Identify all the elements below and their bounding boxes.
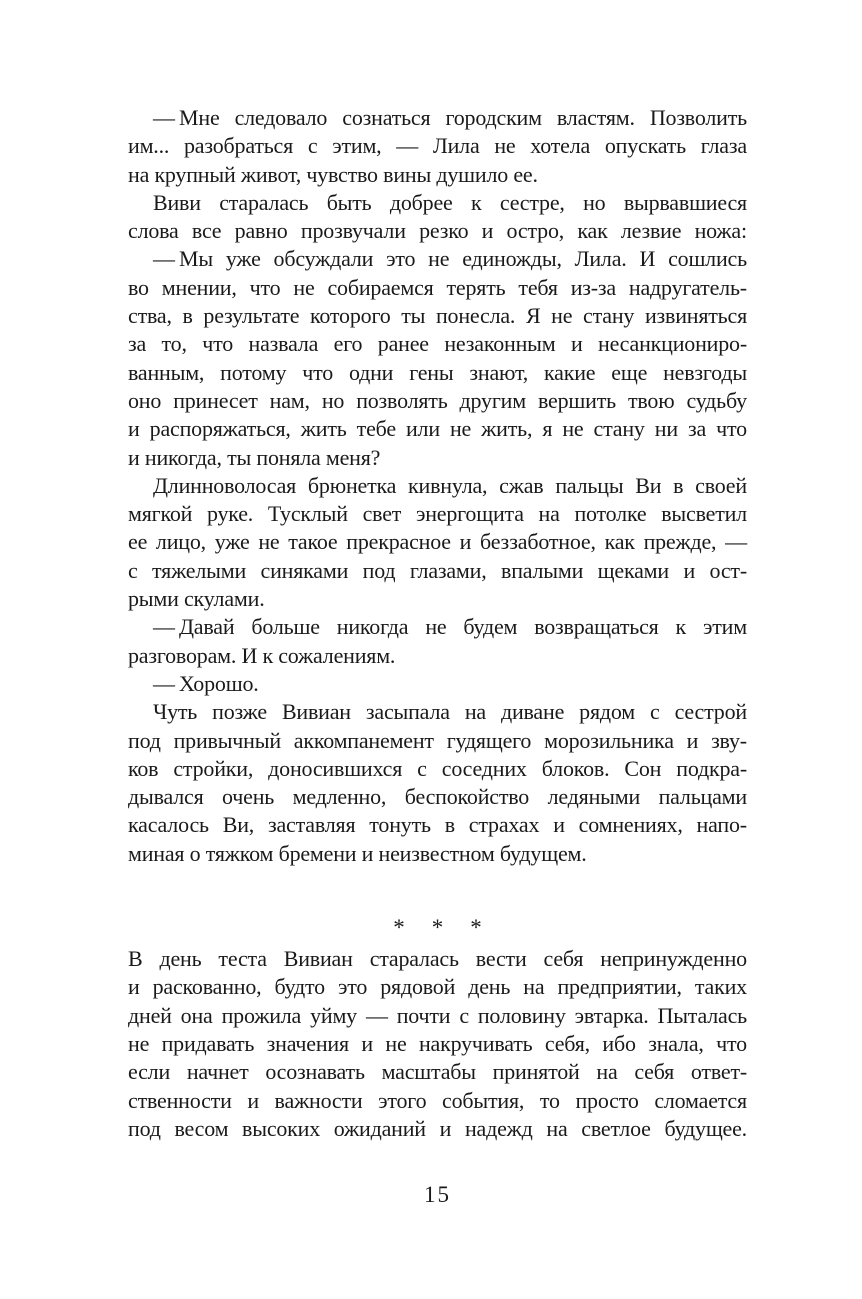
- text-line: [128, 727, 747, 755]
- word: какие: [543, 359, 596, 385]
- word: на: [596, 1059, 618, 1085]
- text-line: [128, 104, 747, 132]
- text-line: [128, 557, 747, 585]
- word: ответ-: [690, 1059, 747, 1085]
- word: блоков.: [541, 755, 610, 781]
- word: и: [570, 331, 583, 357]
- word: старалась: [219, 189, 309, 215]
- word: почти: [396, 1002, 451, 1028]
- word: это: [338, 974, 368, 1000]
- word: и: [128, 416, 140, 442]
- word: Лила.: [574, 246, 627, 272]
- word: и: [439, 1115, 452, 1141]
- word: прозвучали: [300, 218, 406, 244]
- word: резко: [419, 218, 469, 244]
- text-line: разговорам. И к сожалениям.: [128, 642, 396, 668]
- text-line: [128, 189, 747, 217]
- word: этим,: [332, 133, 382, 159]
- word: не: [128, 1030, 150, 1056]
- word: Пыталась: [657, 1002, 747, 1028]
- text-line: [128, 945, 747, 973]
- word: сжав: [499, 472, 544, 498]
- word: но: [321, 387, 345, 413]
- page-number: 15: [424, 1182, 451, 1208]
- word: беспокойство: [404, 784, 530, 810]
- word: все: [191, 218, 222, 244]
- word: результате: [203, 303, 300, 329]
- word: позже: [212, 699, 267, 725]
- word: и: [128, 974, 140, 1000]
- word: не: [258, 529, 280, 555]
- word: раскованно,: [152, 974, 262, 1000]
- text-line: [128, 973, 747, 1001]
- word: она: [180, 1002, 213, 1028]
- word: светлое: [581, 1115, 651, 1141]
- word: важности: [274, 1087, 363, 1113]
- word: стану: [593, 416, 645, 442]
- text-line: [128, 1030, 747, 1058]
- word: дывался: [128, 784, 204, 810]
- word: Вивиан: [283, 946, 353, 972]
- word: сестре,: [499, 189, 565, 215]
- word: сломается: [654, 1087, 747, 1113]
- word: гены: [409, 359, 454, 385]
- text-block: [128, 104, 747, 1207]
- paragraph: [128, 245, 747, 471]
- word: на: [546, 1115, 568, 1141]
- word: принятой: [492, 1059, 580, 1085]
- word: под: [362, 557, 396, 583]
- word: ванным,: [128, 359, 205, 385]
- word: свет: [362, 501, 402, 527]
- asterisk: *: [470, 915, 482, 941]
- text-line: [128, 415, 747, 443]
- word: пальцами: [658, 784, 747, 810]
- word: —: [396, 133, 419, 159]
- word: собираемся: [327, 274, 434, 300]
- word: этим: [702, 614, 747, 640]
- paragraph: [128, 670, 747, 698]
- word: ты: [401, 303, 426, 329]
- text-line: [128, 245, 747, 273]
- word: следовало: [234, 105, 328, 130]
- word: равно: [234, 218, 288, 244]
- paragraph: [128, 189, 747, 246]
- word: что: [716, 1030, 747, 1056]
- text-line: [128, 783, 747, 811]
- word: тонуть: [369, 812, 431, 838]
- word: опускать: [604, 133, 686, 159]
- word: впалыми: [501, 557, 584, 583]
- word: если: [128, 1059, 171, 1085]
- word: этого: [378, 1087, 427, 1113]
- word: глазами,: [409, 557, 487, 583]
- word: и: [459, 529, 472, 555]
- word: энергощита: [415, 501, 524, 527]
- word: страхах: [468, 812, 540, 838]
- word: с: [459, 1002, 469, 1028]
- word: Я: [525, 303, 541, 329]
- word: не: [449, 416, 472, 442]
- word: непринужденно: [600, 946, 747, 972]
- paragraph: [128, 472, 747, 613]
- word: стройки,: [173, 755, 254, 781]
- word: руке.: [206, 501, 254, 527]
- word: вести: [475, 946, 527, 972]
- word: жить: [300, 416, 347, 442]
- word: ни: [654, 416, 678, 442]
- word: прекрасное: [346, 529, 451, 555]
- word: будем: [463, 614, 518, 640]
- text-line: [128, 613, 747, 641]
- word: морозильника: [544, 727, 674, 753]
- word: под: [128, 1115, 161, 1141]
- text-line: [128, 1087, 747, 1115]
- word: подкра-: [676, 755, 747, 781]
- word: день: [468, 974, 511, 1000]
- word: уйму: [310, 1002, 357, 1028]
- word: стану: [583, 303, 635, 329]
- word: прожила: [221, 1002, 302, 1028]
- word: которого: [310, 303, 391, 329]
- word: не: [551, 303, 573, 329]
- word: уже: [214, 529, 250, 555]
- word: И: [639, 246, 656, 272]
- word: глаза: [700, 133, 747, 159]
- word: надежд: [464, 1115, 533, 1141]
- word: половину: [477, 1002, 566, 1028]
- text-line: [128, 132, 747, 160]
- word: предприятии,: [557, 974, 682, 1000]
- word: весом: [174, 1115, 229, 1141]
- word: в: [182, 303, 193, 329]
- word: на: [523, 974, 545, 1000]
- word: придавать: [161, 1030, 255, 1056]
- word: знают,: [469, 359, 529, 385]
- word: доносившихся: [268, 755, 403, 781]
- asterisk: *: [431, 915, 444, 941]
- word: на: [464, 699, 486, 725]
- word: то,: [161, 331, 187, 357]
- word: как: [577, 218, 608, 244]
- word: нам,: [269, 387, 310, 413]
- word: с: [307, 133, 318, 159]
- word: лицо,: [155, 529, 206, 555]
- word: вырвавшиеся: [623, 189, 747, 215]
- word: события,: [442, 1087, 525, 1113]
- word: аккомпанемент: [293, 727, 434, 753]
- word: заставляя: [267, 812, 356, 838]
- word: касалось: [128, 812, 209, 838]
- word: день: [159, 946, 202, 972]
- word: осознавать: [265, 1059, 365, 1085]
- word: значения: [266, 1030, 349, 1056]
- word: Виви: [153, 189, 201, 215]
- word: теста: [218, 946, 267, 972]
- word: но: [583, 189, 606, 215]
- word: властям.: [556, 105, 635, 130]
- word: что: [202, 331, 234, 357]
- word: дней: [128, 1002, 172, 1028]
- text-line: [128, 698, 747, 726]
- text-line: [128, 302, 747, 330]
- word: еще: [611, 359, 648, 385]
- word: Вивиан: [281, 699, 351, 725]
- word: или: [405, 416, 440, 442]
- word: судьбу: [686, 387, 747, 413]
- word: надругатель-: [628, 274, 747, 300]
- word: во: [128, 274, 149, 300]
- word: масштабы: [381, 1059, 476, 1085]
- word: Ви,: [222, 812, 255, 838]
- word: из-за: [570, 274, 616, 300]
- word: одни: [348, 359, 394, 385]
- section-break: [128, 868, 747, 945]
- word: тебя: [518, 274, 558, 300]
- word: будущее.: [664, 1115, 747, 1141]
- text-line: [128, 330, 747, 358]
- word: к: [675, 614, 687, 640]
- text-line: миная о тяжком бремени и неизвестном будущем.: [128, 840, 587, 866]
- word: и: [553, 812, 565, 838]
- word: невзгоды: [663, 359, 747, 385]
- word: Тусклый: [267, 501, 348, 527]
- word: распоряжаться,: [149, 416, 291, 442]
- word: мягкой: [128, 501, 193, 527]
- word: больше: [251, 614, 320, 640]
- asterisk: *: [393, 915, 405, 941]
- word: не: [293, 274, 315, 300]
- word: городским: [445, 105, 542, 130]
- word: накручивать: [418, 1030, 533, 1056]
- word: я: [542, 416, 553, 442]
- word: разобраться: [184, 133, 294, 159]
- word: твою: [627, 387, 675, 413]
- word: прежде,: [643, 529, 717, 555]
- word: за: [128, 331, 147, 357]
- word: им...: [128, 133, 170, 159]
- word: ранее: [377, 331, 429, 357]
- word: тебе: [356, 416, 396, 442]
- word: привычный: [173, 727, 281, 753]
- word: пальцы: [555, 472, 624, 498]
- word: очень: [222, 784, 275, 810]
- word: старалась: [369, 946, 459, 972]
- word: будто: [274, 974, 325, 1000]
- word: сомнениях,: [578, 812, 683, 838]
- word: гудящего: [446, 727, 532, 753]
- text-line: рыми скулами.: [128, 586, 265, 612]
- word: извиняться: [644, 303, 747, 329]
- word: засыпала: [365, 699, 450, 725]
- word: что: [716, 416, 747, 442]
- word: Лила: [432, 133, 480, 159]
- word: под: [128, 727, 161, 753]
- word: ственности: [128, 1087, 232, 1113]
- word: его: [333, 331, 363, 357]
- text-line: [128, 1115, 747, 1143]
- word: хотела: [530, 133, 591, 159]
- word: ножа:: [694, 218, 747, 244]
- word: себя,: [544, 1030, 590, 1056]
- word: Ви: [635, 472, 662, 498]
- paragraph: [128, 104, 747, 189]
- word: мнении,: [161, 274, 237, 300]
- word: понесла.: [435, 303, 516, 329]
- text-line: [128, 528, 747, 556]
- word: высветил: [661, 501, 747, 527]
- text-line: [128, 472, 747, 500]
- word: зву-: [711, 727, 747, 753]
- word: потому: [220, 359, 287, 385]
- word: единожды,: [462, 246, 562, 272]
- word: и: [683, 557, 696, 583]
- text-line: [128, 274, 747, 302]
- word: как: [604, 529, 635, 555]
- word: сестрой: [674, 699, 747, 725]
- word: сошлись: [668, 246, 747, 272]
- word: — Давай: [153, 614, 235, 640]
- word: —: [725, 529, 747, 555]
- word: ства,: [128, 303, 172, 329]
- word: — Мы: [153, 246, 213, 272]
- word: в: [444, 812, 455, 838]
- word: Длинноволосая: [153, 472, 297, 498]
- word: назвала: [248, 331, 319, 357]
- word: таких: [694, 974, 747, 1000]
- word: синяками: [260, 557, 349, 583]
- word: рядовой: [380, 974, 456, 1000]
- word: тяжелыми: [152, 557, 247, 583]
- text-line: [128, 1002, 747, 1030]
- word: то: [539, 1087, 560, 1113]
- word: в: [673, 472, 684, 498]
- word: не: [385, 1030, 407, 1056]
- word: медленно,: [292, 784, 387, 810]
- word: быть: [326, 189, 372, 215]
- word: обсуждали: [273, 246, 374, 272]
- word: ледяными: [547, 784, 641, 810]
- word: с: [650, 699, 660, 725]
- word: ост-: [709, 557, 747, 583]
- word: ее: [128, 529, 148, 555]
- word: кивнула,: [408, 472, 488, 498]
- word: незаконным: [444, 331, 556, 357]
- word: высоких: [242, 1115, 321, 1141]
- word: сознаться: [342, 105, 431, 130]
- word: возвращаться: [534, 614, 659, 640]
- word: и: [686, 727, 699, 753]
- word: —: [365, 1002, 388, 1028]
- paragraph: [128, 613, 747, 670]
- word: не: [428, 246, 450, 272]
- word: брюнетка: [307, 472, 397, 498]
- text-line: [128, 217, 747, 245]
- word: рядом: [579, 699, 635, 725]
- word: что: [302, 359, 334, 385]
- word: несанкциониро-: [598, 331, 747, 357]
- word: начнет: [186, 1059, 249, 1085]
- word: что: [249, 274, 281, 300]
- word: Сон: [624, 755, 662, 781]
- paragraph: [128, 945, 747, 1143]
- word: себя: [634, 1059, 675, 1085]
- word: знала,: [648, 1030, 704, 1056]
- word: В: [128, 946, 143, 972]
- word: жить,: [481, 416, 533, 442]
- text-line: [128, 755, 747, 783]
- text-line: [128, 359, 747, 387]
- word: себя: [543, 946, 584, 972]
- word: с: [417, 755, 427, 781]
- word: никогда: [336, 614, 409, 640]
- word: это: [386, 246, 416, 272]
- word: диване: [500, 699, 565, 725]
- word: добрее: [389, 189, 453, 215]
- text-line: на крупный живот, чувство вины душило ее.: [128, 161, 538, 187]
- word: ков: [128, 755, 159, 781]
- word: своей: [695, 472, 747, 498]
- word: лезвие: [620, 218, 682, 244]
- word: остро,: [506, 218, 565, 244]
- word: и: [481, 218, 494, 244]
- word: терять: [446, 274, 506, 300]
- word: к: [470, 189, 482, 215]
- word: вершить: [537, 387, 616, 413]
- word: за: [688, 416, 707, 442]
- word: соседних: [441, 755, 527, 781]
- word: принесет: [173, 387, 258, 413]
- word: такое: [288, 529, 338, 555]
- text-line: и никогда, ты поняла меня?: [128, 444, 381, 470]
- text-line: [128, 811, 747, 839]
- word: с: [128, 557, 138, 583]
- word: щеками: [597, 557, 669, 583]
- text-line: [128, 387, 747, 415]
- word: позволять: [356, 387, 448, 413]
- word: просто: [575, 1087, 639, 1113]
- text-line: [128, 500, 747, 528]
- word: Позволить: [649, 105, 747, 130]
- word: ибо: [602, 1030, 636, 1056]
- word: оно: [128, 387, 162, 413]
- text-line: [128, 1058, 747, 1086]
- word: не: [562, 416, 584, 442]
- word: уже: [225, 246, 261, 272]
- word: на: [538, 501, 560, 527]
- word: и: [361, 1030, 373, 1056]
- word: беззаботное,: [480, 529, 596, 555]
- word: Чуть: [153, 699, 198, 725]
- text-line: — Хорошо.: [153, 670, 259, 696]
- word: эвтарка.: [574, 1002, 649, 1028]
- word: слова: [128, 218, 179, 244]
- word: не: [494, 133, 516, 159]
- paragraph: [128, 698, 747, 868]
- word: и: [247, 1087, 259, 1113]
- word: ожиданий: [333, 1115, 426, 1141]
- word: напо-: [696, 812, 747, 838]
- word: не: [425, 614, 447, 640]
- word: потолке: [574, 501, 647, 527]
- word: — Мне: [153, 105, 220, 130]
- word: другим: [459, 387, 526, 413]
